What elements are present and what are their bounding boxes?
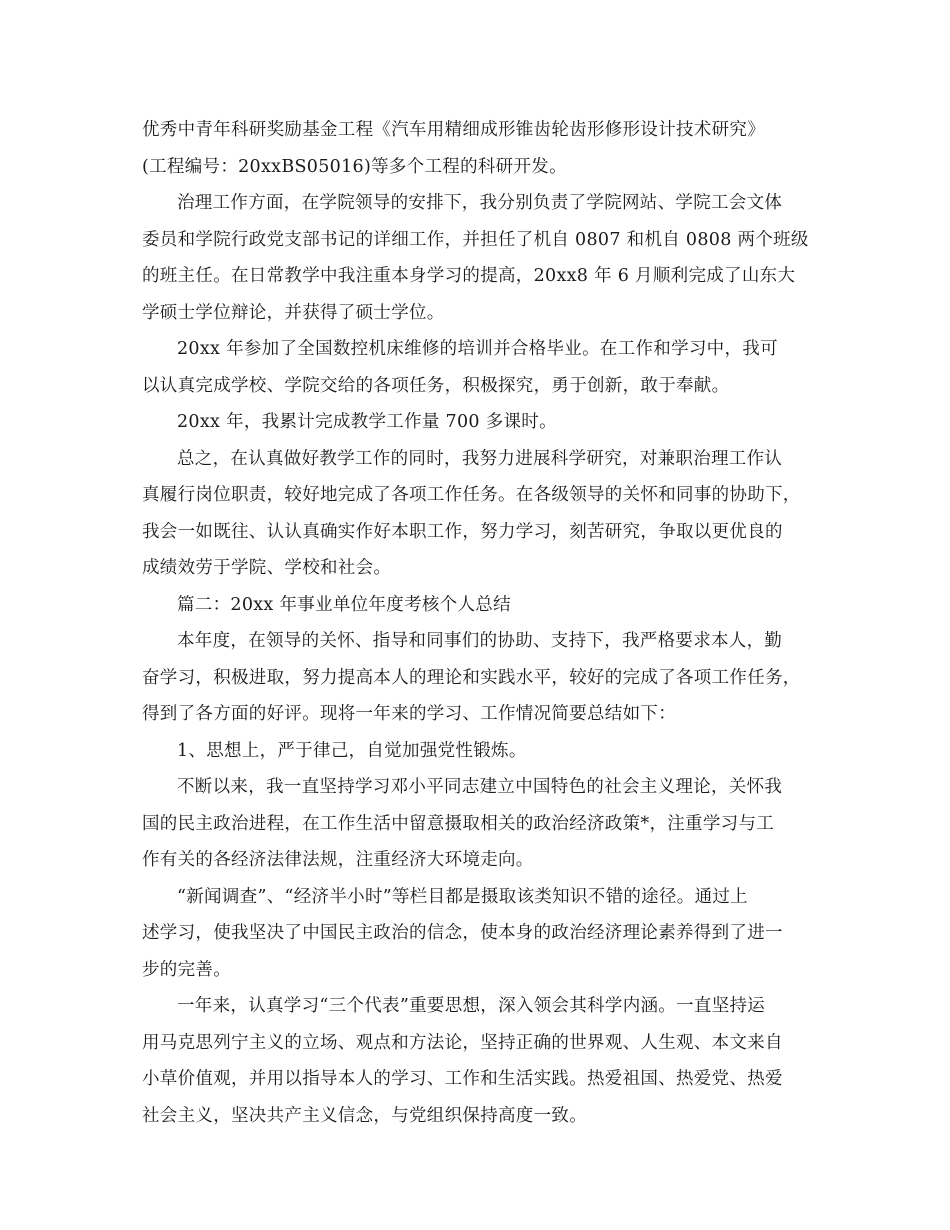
- text-line: 20xx 年，我累计完成教学工作量 700 多课时。: [177, 412, 557, 432]
- text-line: 用马克思列宁主义的立场、观点和方法论，坚持正确的世界观、人生观、本文来自: [142, 1032, 783, 1053]
- text-line: 国的民主政治进程，在工作生活中留意摄取相关的政治经济政策*，注重学习与工: [142, 813, 775, 834]
- text-line: 步的完善。: [142, 959, 231, 980]
- text-line: (工程编号：20xxBS05016)等多个工程的科研开发。: [142, 156, 567, 177]
- section-heading: 篇二：20xx 年事业单位年度考核个人总结: [177, 594, 511, 615]
- list-item-heading: 1、思想上，严于律己，自觉加强党性锻炼。: [177, 740, 527, 761]
- text-line: 本年度，在领导的关怀、指导和同事们的协助、支持下，我严格要求本人，勤: [177, 631, 783, 651]
- text-line: 委员和学院行政党支部书记的详细工作，并担任了机自 0807 和机自 0808 两个班级: [142, 229, 809, 250]
- text-line: 得到了各方面的好评。现将一年来的学习、工作情况简要总结如下：: [142, 704, 676, 724]
- text-line: 一年来，认真学习“三个代表”重要思想，深入领会其科学内涵。一直坚持运: [177, 996, 766, 1016]
- text-line: 奋学习，积极进取，努力提高本人的理论和实践水平，较好的完成了各项工作任务，: [142, 667, 801, 688]
- text-line: 的班主任。在日常教学中我注重本身学习的提高，20xx8 年 6 月顺利完成了山东大: [142, 266, 796, 286]
- text-line: 小草价值观，并用以指导本人的学习、工作和生活实践。热爱祖国、热爱党、热爱: [142, 1069, 783, 1089]
- text-line: 作有关的各经济法律法规，注重经济大环境走向。: [142, 850, 534, 870]
- text-line: 不断以来，我一直坚持学习邓小平同志建立中国特色的社会主义理论，关怀我: [177, 777, 783, 797]
- text-line: 治理工作方面，在学院领导的安排下，我分别负责了学院网站、学院工会文体: [177, 193, 783, 213]
- text-line: 述学习，使我坚决了中国民主政治的信念，使本身的政治经济理论素养得到了进一: [142, 923, 783, 943]
- text-line: 以认真完成学校、学院交给的各项任务，积极探究，勇于创新，敢于奉献。: [142, 375, 730, 396]
- text-line: 社会主义，坚决共产主义信念，与党组织保持高度一致。: [142, 1105, 587, 1126]
- text-line: 总之，在认真做好教学工作的同时，我努力进展科学研究，对兼职治理工作认: [177, 448, 783, 469]
- text-line: 20xx 年参加了全国数控机床维修的培训并合格毕业。在工作和学习中，我可: [177, 339, 778, 359]
- text-line: 优秀中青年科研奖励基金工程《汽车用精细成形锥齿轮齿形修形设计技术研究》: [142, 120, 765, 140]
- text-line: 我会一如既往、认认真确实作好本职工作，努力学习，刻苦研究，争取以更优良的: [142, 521, 783, 542]
- text-line: “新闻调查”、“经济半小时”等栏目都是摄取该类知识不错的途径。通过上: [177, 886, 748, 907]
- text-line: 成绩效劳于学院、学校和社会。: [142, 558, 392, 578]
- text-line: 真履行岗位职责，较好地完成了各项工作任务。在各级领导的关怀和同事的协助下，: [142, 485, 801, 505]
- document-body: [142, 112, 822, 1134]
- text-line: 学硕士学位辩论，并获得了硕士学位。: [142, 302, 445, 323]
